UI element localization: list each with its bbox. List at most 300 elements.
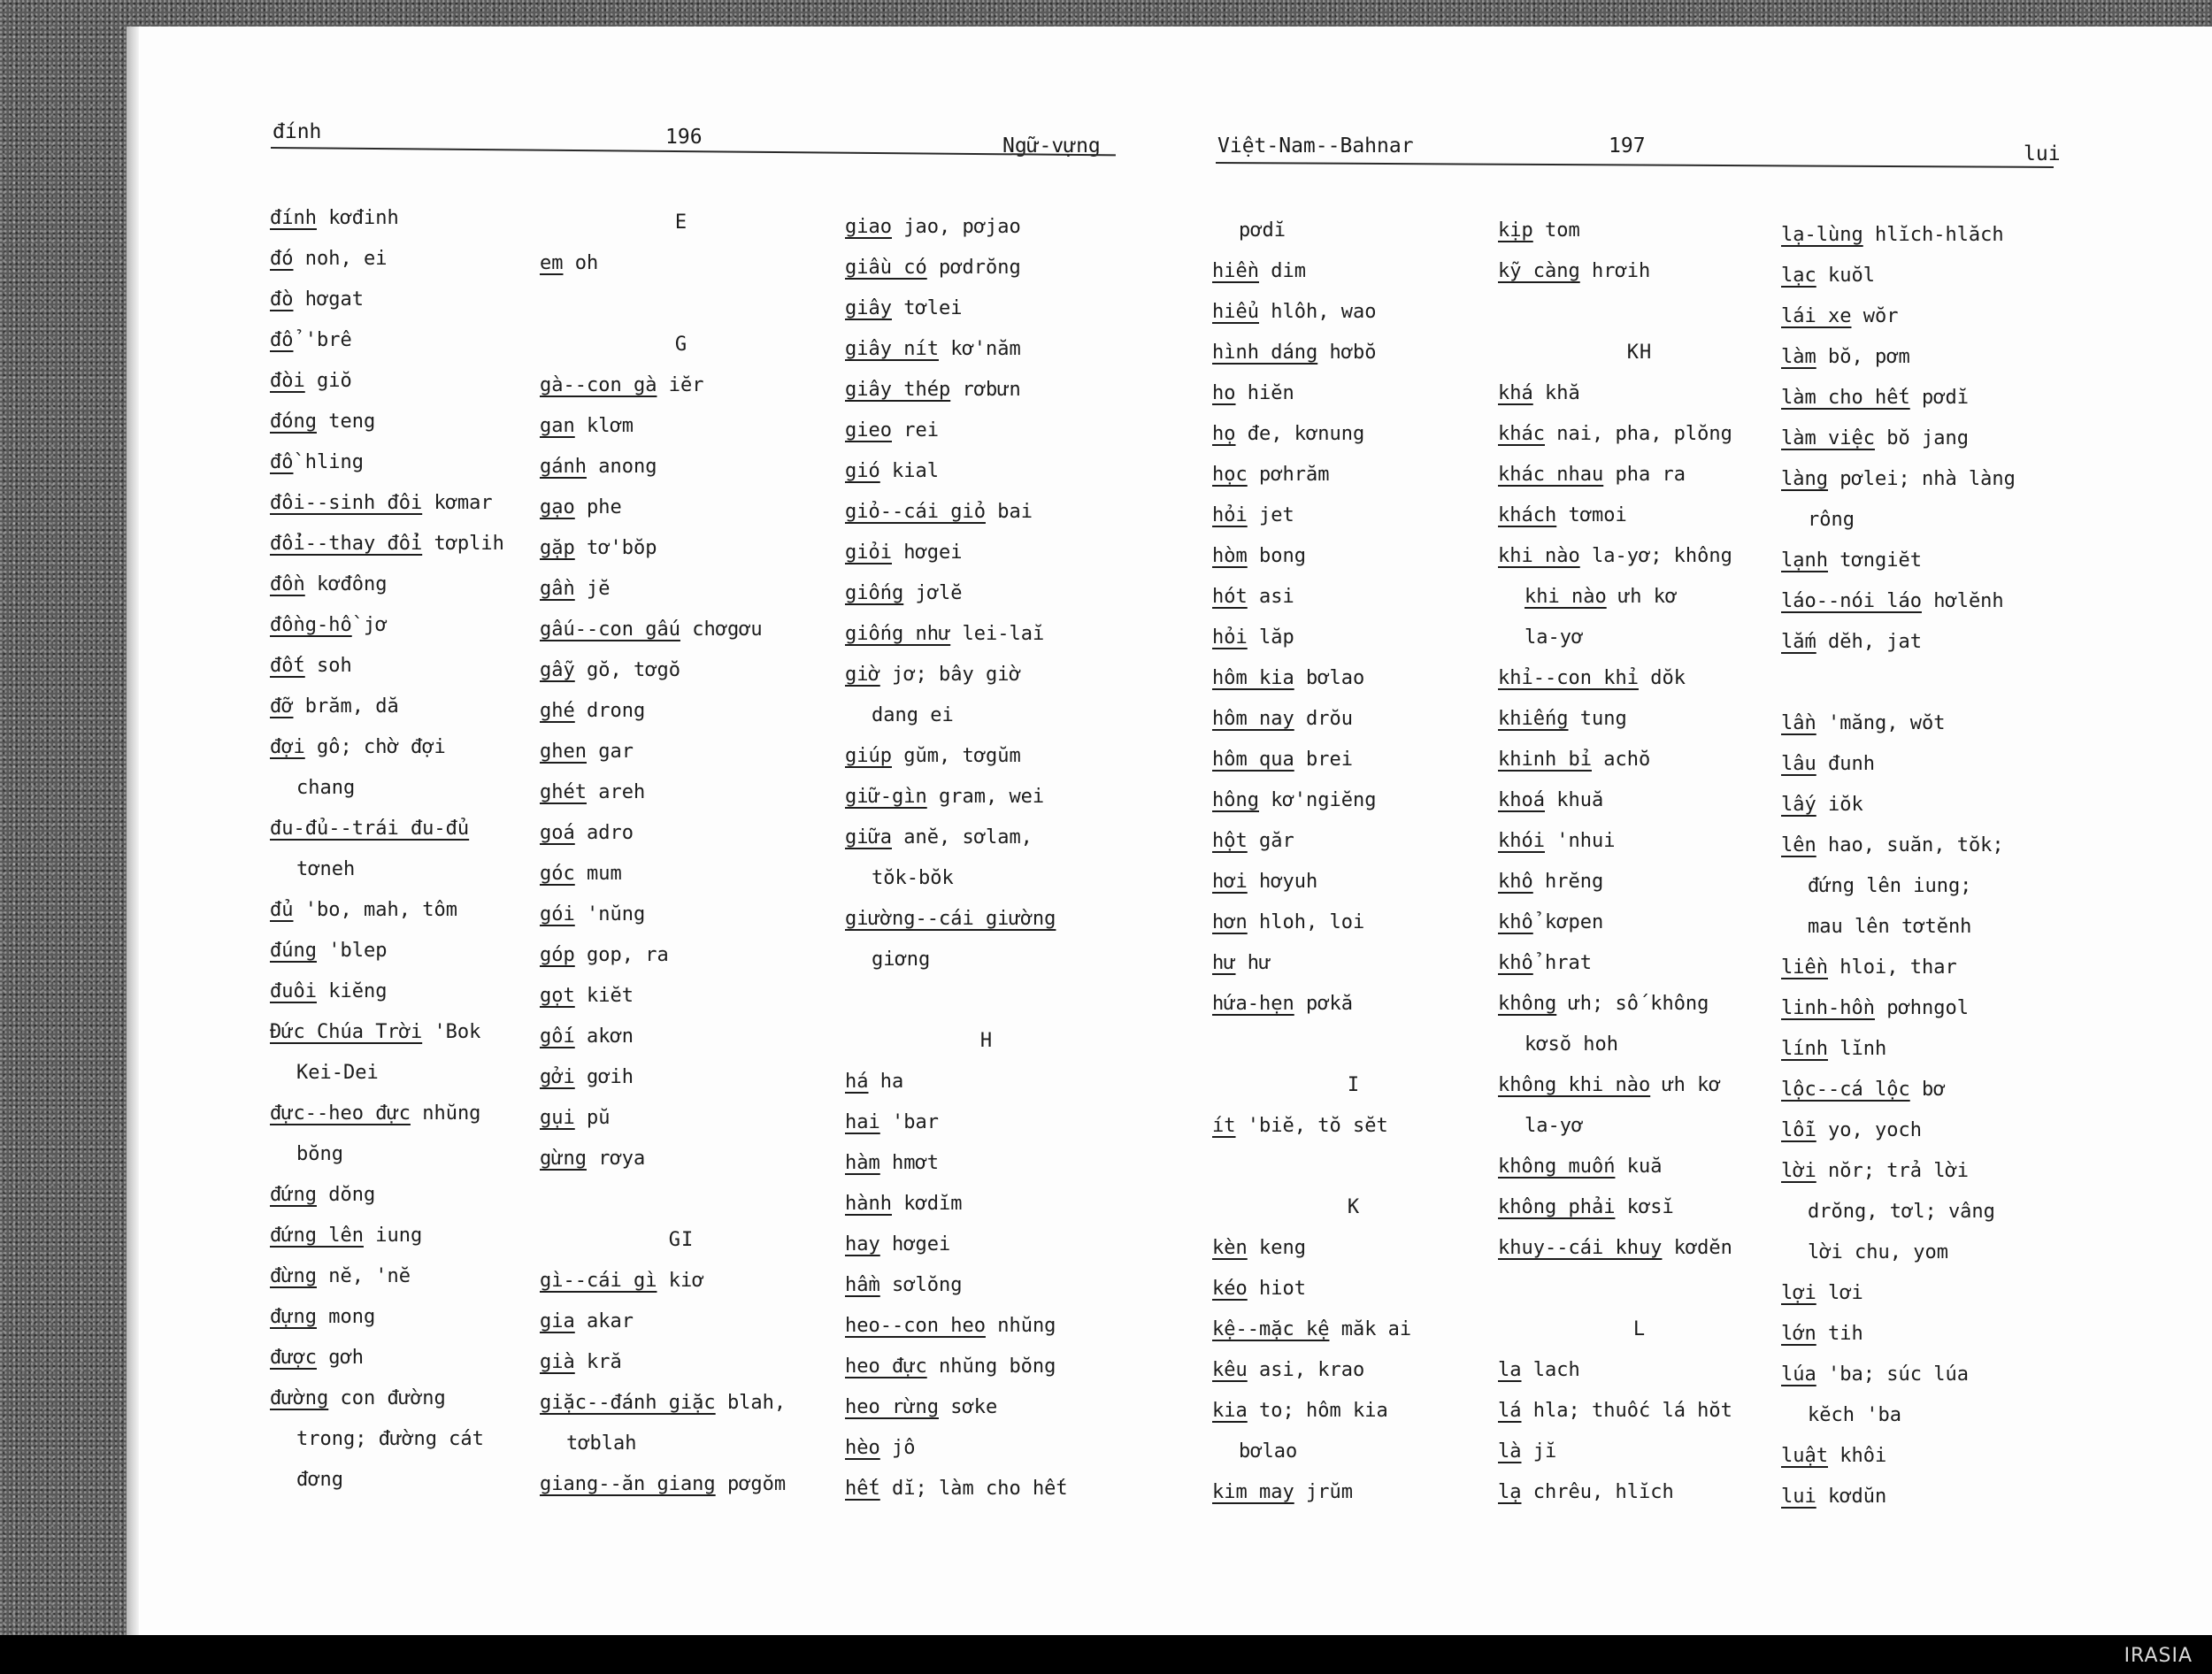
bahnar-gloss: kĕch 'ba [1808,1404,1901,1426]
dictionary-entry [1498,984,1781,1025]
dictionary-entry [1212,211,1495,251]
bahnar-gloss: oh [574,252,599,274]
bahnar-gloss: ưh kơ [1617,586,1678,608]
dictionary-entry [270,361,504,402]
dictionary-entry [1212,943,1495,984]
bahnar-gloss: đe, kơnung [1247,423,1365,445]
dictionary-entry [1498,495,1781,536]
dictionary-entry [1781,541,2064,581]
bahnar-gloss: nhŭng bŏng [938,1355,1056,1378]
bahnar-gloss: phe [587,496,622,518]
page-number-left: 196 [665,126,703,149]
bahnar-gloss: khôi [1839,1445,1887,1467]
headword: lạnh [1781,549,1828,572]
dictionary-entry [1212,1472,1495,1513]
dictionary-entry [1498,1025,1781,1065]
headword: khuy--cái khuy [1498,1237,1663,1259]
bahnar-gloss: 'brê [304,329,352,351]
dictionary-entry [270,524,504,564]
bahnar-gloss: dang ei [872,704,954,726]
bahnar-gloss: kơpen [1545,911,1604,933]
bahnar-gloss: jĕ [587,578,611,600]
dictionary-entry [845,1387,1128,1428]
bahnar-gloss: pơlei; nhà làng [1839,468,2016,490]
bahnar-gloss: khuă [1556,789,1604,811]
bahnar-gloss: akơn [587,1025,634,1048]
headword: khô [1498,871,1533,893]
bahnar-gloss: brei [1305,749,1353,771]
bahnar-gloss: lach [1532,1359,1580,1381]
dictionary-entry [270,1094,504,1134]
dictionary-entry [1781,1273,2064,1314]
dictionary-entry [1498,536,1781,577]
watermark-label: IRASIA [2124,1645,2193,1667]
section-letter: GI [668,1229,695,1251]
bahnar-gloss: giŏ [317,370,352,392]
dictionary-entry [1498,577,1781,618]
bahnar-gloss: pơdĭ [1921,387,1969,409]
page-edge [127,27,139,1635]
dictionary-entry [1212,1432,1495,1472]
headword: hôm nay [1212,708,1294,730]
section-letter: H [979,1030,994,1052]
bahnar-gloss: hơgat [304,288,364,311]
dictionary-column-3 [845,207,1128,1509]
bahnar-gloss: chang [296,777,356,799]
dictionary-entry [1781,337,2064,378]
bahnar-gloss: hao, suăn, tŏk; [1828,834,2004,856]
headword: học [1212,464,1248,486]
dictionary-entry [540,1464,823,1505]
dictionary-entry [845,1265,1128,1306]
headword: lớn [1781,1323,1816,1345]
dictionary-entry [270,1175,504,1216]
bahnar-gloss: hiot [1259,1278,1306,1300]
headword: giầu có [845,257,927,279]
headword: đứng [270,1184,317,1206]
dictionary-entry [845,736,1128,777]
headword: giường--cái giường [845,908,1056,930]
dictionary-entry [270,1053,504,1094]
bahnar-gloss: kơdĭm [903,1193,963,1215]
dictionary-entry [270,564,504,605]
headword: em [540,252,564,274]
headword: gấu--con gấu [540,618,680,641]
headword: lộc--cá lộc [1781,1079,1910,1101]
dictionary-entry [270,890,504,931]
headword: kia [1212,1400,1248,1422]
bahnar-gloss: kơ'ngiĕng [1271,789,1377,811]
bahnar-gloss: tih [1828,1323,1863,1345]
bahnar-gloss: khă [1545,382,1580,404]
headword: gạo [540,496,575,518]
headword: khá [1498,382,1533,404]
headword: kỹ càng [1498,260,1580,282]
headword: khiếng [1498,708,1569,730]
dictionary-entry [270,1460,504,1501]
bahnar-gloss: jet [1259,504,1294,526]
dictionary-entry [1212,821,1495,862]
dictionary-entry [1781,907,2064,948]
bahnar-gloss: la-yơ [1525,626,1584,649]
bahnar-gloss: tơplih [434,533,504,555]
blank-line [1498,1269,1781,1309]
bahnar-gloss: chrêu, hlĭch [1532,1481,1674,1503]
dictionary-entry [540,691,823,732]
headword: gà--con gà [540,374,657,396]
dictionary-entry [1498,618,1781,658]
headword: hôm qua [1212,749,1294,771]
dictionary-entry [270,1338,504,1378]
bahnar-gloss: dŏk [1650,667,1686,689]
dictionary-entry [1781,1436,2064,1477]
dictionary-entry [1212,333,1495,373]
dictionary-entry [1212,455,1495,495]
dictionary-entry [540,854,823,895]
headword: heo--con heo [845,1315,986,1337]
bahnar-gloss: gŏ, tơgŏ [587,659,680,681]
dictionary-entry [1781,1232,2064,1273]
headword: gọt [540,985,575,1007]
headword: gẫy [540,659,575,681]
header-guide-word-left: đính [273,120,322,143]
bahnar-gloss: hrĕng [1545,871,1604,893]
dictionary-entry [270,239,504,280]
headword: lính [1781,1038,1828,1060]
bahnar-gloss: hơbŏ [1329,342,1377,364]
dictionary-entry [845,1469,1128,1509]
headword: hầm [845,1274,880,1296]
bahnar-gloss: noh, ei [304,248,388,270]
headword: lạc [1781,265,1816,287]
headword: kim may [1212,1481,1294,1503]
dictionary-entry [1781,1355,2064,1395]
dictionary-entry [540,772,823,813]
bahnar-gloss: hling [304,451,364,473]
dictionary-entry [1498,1228,1781,1269]
section-letter: L [1632,1318,1647,1340]
headword: lạ-lùng [1781,224,1863,246]
headword: đỡ [270,695,294,718]
headword: hứa-hẹn [1212,993,1294,1015]
dictionary-entry [270,442,504,483]
bahnar-gloss: keng [1259,1237,1306,1259]
bahnar-gloss: Kei-Dei [296,1062,379,1084]
headword: lá [1498,1400,1522,1422]
dictionary-entry [1212,1106,1495,1147]
headword: đó [270,248,294,270]
bahnar-gloss: giơng [872,948,931,971]
dictionary-entry [1212,292,1495,333]
bahnar-gloss: 'măng, wŏt [1828,712,1946,734]
bahnar-gloss: jĭ [1532,1440,1557,1463]
dictionary-entry [1212,1350,1495,1391]
headword: hơi [1212,871,1248,893]
bahnar-gloss: jao, pơjao [903,216,1021,238]
dictionary-entry [1498,373,1781,414]
dictionary-entry [1498,1147,1781,1187]
dictionary-entry [540,488,823,528]
dictionary-entry [845,1102,1128,1143]
bahnar-gloss: achŏ [1603,749,1651,771]
bahnar-gloss: rei [903,419,939,442]
dictionary-entry [845,1428,1128,1469]
headword: linh-hồn [1781,997,1875,1019]
bahnar-gloss: blah, [726,1392,787,1414]
dictionary-entry [1498,414,1781,455]
section-letter: K [1347,1196,1361,1218]
bahnar-gloss: pơgŏm [726,1473,787,1495]
bahnar-gloss: pha ra [1615,464,1686,486]
headword: giây [845,297,892,319]
headword: hôm kia [1212,667,1294,689]
dictionary-entry [270,1378,504,1419]
bahnar-gloss: ha [879,1071,904,1093]
bahnar-gloss: tơmoi [1568,504,1627,526]
dictionary-entry [270,687,504,727]
bahnar-gloss: kiơ [668,1270,704,1292]
dictionary-entry [1498,780,1781,821]
dictionary-entry [1781,500,2064,541]
headword: không phải [1498,1196,1616,1218]
bahnar-gloss: mum [587,863,622,885]
dictionary-entry [1781,378,2064,418]
headword: hót [1212,586,1248,608]
dictionary-entry [540,1057,823,1098]
dictionary-entry [845,329,1128,370]
headword: hai [845,1111,880,1133]
headword: già [540,1351,575,1373]
dictionary-entry [845,1062,1128,1102]
bahnar-gloss: hmơt [892,1152,939,1174]
dictionary-entry [1781,459,2064,500]
bahnar-gloss: rông [1808,509,1855,531]
dictionary-entry [1781,1192,2064,1232]
bahnar-gloss: măk ai [1340,1318,1412,1340]
dictionary-entry [845,1225,1128,1265]
bahnar-gloss: kră [587,1351,622,1373]
headword: giữa [845,826,892,849]
bahnar-gloss: hla; thuốc lá hŏt [1532,1400,1732,1422]
bahnar-gloss: bŏ jang [1886,427,1969,449]
dictionary-entry [1212,780,1495,821]
bahnar-gloss: 'bo, mah, tôm [304,899,457,921]
dictionary-entry [1212,414,1495,455]
dictionary-entry [270,931,504,971]
headword: hòm [1212,545,1248,567]
bahnar-gloss: dĭ; làm cho hết [892,1478,1068,1500]
bahnar-gloss: hloi, thar [1839,956,1957,979]
headword: hành [845,1193,892,1215]
headword: gì--cái gì [540,1270,657,1292]
headword: heo đực [845,1355,927,1378]
headword: hàm [845,1152,880,1174]
bahnar-gloss: iung [375,1225,423,1247]
section-letter: E [674,211,688,234]
headword: gởi [540,1066,575,1088]
dictionary-entry [270,198,504,239]
dictionary-entry [1212,536,1495,577]
headword: đực--heo đực [270,1102,411,1125]
headword: không [1498,993,1557,1015]
dictionary-entry [1781,785,2064,825]
bahnar-gloss: gơih [587,1066,634,1088]
dictionary-column-5 [1498,211,1781,1513]
header-guide-word-right: lui [2024,142,2061,165]
bahnar-gloss: sơke [950,1396,998,1418]
bahnar-gloss: kuă [1626,1156,1663,1178]
blank-line [1498,292,1781,333]
headword: hột [1212,830,1248,852]
dictionary-entry [1212,577,1495,618]
dictionary-entry [540,365,823,406]
headword: gió [845,460,880,482]
bahnar-gloss: kiĕt [587,985,634,1007]
dictionary-entry [845,614,1128,655]
headword: giỏ--cái giỏ [845,501,986,523]
headword: đựng [270,1306,317,1328]
bahnar-gloss: pơkă [1305,993,1353,1015]
headword: hư [1212,952,1236,974]
dictionary-entry [1781,215,2064,256]
headword: không muốn [1498,1156,1616,1178]
dictionary-entry [1498,1106,1781,1147]
bahnar-gloss: hrơih [1591,260,1651,282]
bahnar-gloss: nĕ, 'nĕ [328,1265,411,1287]
dictionary-entry [1212,862,1495,902]
headword: đổi--thay đổi [270,533,423,555]
bahnar-gloss: gram, wei [938,786,1045,808]
bahnar-gloss: nhŭng [997,1315,1056,1337]
blank-line [540,1179,823,1220]
bahnar-gloss: trong; đường cát [296,1428,484,1450]
bahnar-gloss: hlôh, wao [1271,301,1377,323]
dictionary-entry [1498,699,1781,740]
bahnar-gloss: rơbưn [962,379,1021,401]
bahnar-gloss: hơyuh [1259,871,1318,893]
blank-line [1212,1025,1495,1065]
dictionary-entry [845,777,1128,818]
bahnar-gloss: asi [1259,586,1294,608]
dictionary-entry [540,569,823,610]
dictionary-entry [845,858,1128,899]
bahnar-gloss: tơblah [566,1432,637,1455]
headword: lợi [1781,1282,1816,1304]
bahnar-gloss: con đường [340,1387,446,1409]
bahnar-gloss: găr [1259,830,1294,852]
bahnar-gloss: drŏng, tơl; vâng [1808,1201,1995,1223]
dictionary-entry [1781,1314,2064,1355]
headword: giúp [845,745,892,767]
bahnar-gloss: ưh kơ [1662,1074,1721,1096]
bahnar-gloss: akar [587,1310,634,1332]
headword: khi nào [1525,586,1607,608]
bahnar-gloss: adro [587,822,634,844]
dictionary-entry [540,895,823,935]
dictionary-entry [270,1134,504,1175]
bahnar-gloss: hloh, loi [1259,911,1365,933]
headword: góp [540,944,575,966]
dictionary-column-1 [270,198,504,1501]
bahnar-gloss: hrat [1545,952,1592,974]
section-letter: KH [1626,342,1653,364]
headword: gặp [540,537,575,559]
headword: hỏi [1212,626,1248,649]
dictionary-entry [540,528,823,569]
headword: đồn [270,573,305,595]
dictionary-entry [540,935,823,976]
section-letter: G [674,334,688,356]
bahnar-gloss: nŏr; trả lời [1828,1160,1969,1182]
dictionary-entry [1781,418,2064,459]
dictionary-entry [845,940,1128,980]
headword: ít [1212,1115,1236,1137]
bahnar-gloss: sơlŏng [892,1274,963,1296]
headword: đồ [270,451,294,473]
dictionary-entry [845,1143,1128,1184]
headword: khác nhau [1498,464,1604,486]
headword: goá [540,822,575,844]
bahnar-gloss: rơya [598,1148,646,1170]
bahnar-gloss: 'Bok [434,1021,481,1043]
headword: không khi nào [1498,1074,1651,1096]
headword: kêu [1212,1359,1248,1381]
dictionary-entry [1498,658,1781,699]
bahnar-gloss: jrŭm [1305,1481,1353,1503]
dictionary-entry [1498,455,1781,495]
dictionary-entry [270,483,504,524]
dictionary-entry [1781,866,2064,907]
dictionary-entry [845,492,1128,533]
bahnar-gloss: bơ [1921,1079,1946,1101]
section-letter: I [1347,1074,1361,1096]
dictionary-entry [1781,703,2064,744]
dictionary-entry [1498,211,1781,251]
dictionary-entry [1498,1391,1781,1432]
bahnar-gloss: kơđông [317,573,388,595]
bahnar-gloss: brăm, dă [304,695,399,718]
dictionary-entry [540,406,823,447]
bahnar-gloss: lĭnh [1839,1038,1887,1060]
bahnar-gloss: ưh; số không [1568,993,1709,1015]
headword: làm [1781,346,1816,368]
bahnar-gloss: tơ'bŏp [587,537,657,559]
dictionary-entry [845,1184,1128,1225]
bahnar-gloss: iĕr [668,374,704,396]
bahnar-gloss: iŏk [1828,794,1863,816]
headword: đóng [270,411,317,433]
bahnar-gloss: đứng lên iung; [1808,875,1972,897]
bahnar-gloss: tom [1545,219,1580,242]
dictionary-entry [1498,1472,1781,1513]
dictionary-entry [1212,1228,1495,1269]
bahnar-gloss: đunh [1828,753,1875,775]
headword: ghen [540,741,587,763]
dictionary-entry [540,1017,823,1057]
dictionary-entry [270,402,504,442]
headword: khói [1498,830,1545,852]
dictionary-entry [270,605,504,646]
bahnar-gloss: kơdĕn [1673,1237,1732,1259]
bahnar-gloss: gơh [328,1347,364,1369]
dictionary-entry [1212,902,1495,943]
bahnar-gloss: anĕ, sơlam, [903,826,1033,849]
bahnar-gloss: tơneh [296,858,356,880]
bahnar-gloss: to; hôm kia [1259,1400,1388,1422]
headword: làm việc [1781,427,1875,449]
headword: đứng lên [270,1225,364,1247]
dictionary-entry [1498,740,1781,780]
